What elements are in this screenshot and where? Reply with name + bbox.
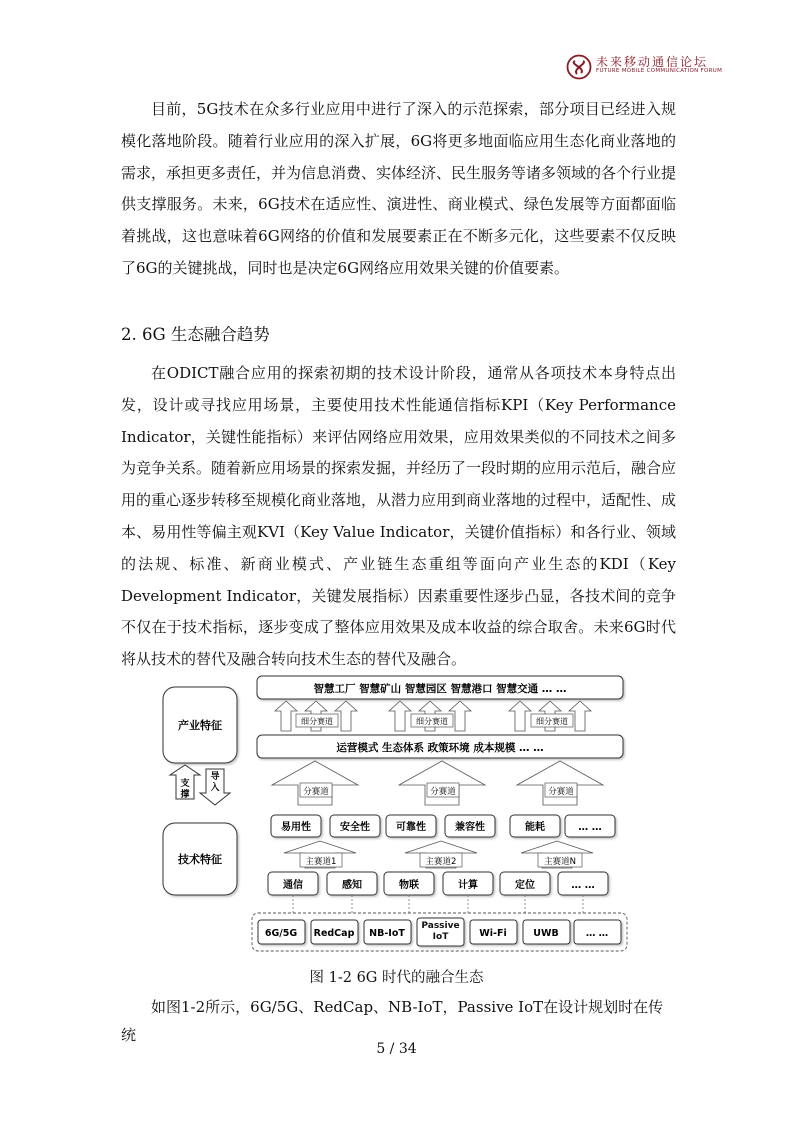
section-heading: 2. 6G 生态融合趋势 bbox=[121, 325, 270, 344]
guide-char-2: 入 bbox=[210, 783, 220, 793]
forum-logo-icon bbox=[566, 54, 592, 80]
tech-item: 6G/5G bbox=[264, 928, 298, 939]
function-item: 定位 bbox=[515, 880, 535, 891]
tech-item: … … bbox=[585, 928, 609, 939]
figure-caption: 图 1-2 6G 时代的融合生态 bbox=[309, 970, 484, 986]
tech-row bbox=[258, 918, 621, 946]
fine-track-label-3: 细分赛道 bbox=[536, 717, 568, 726]
kvi-item: 易用性 bbox=[281, 822, 311, 833]
sub-track-label-3: 分赛道 bbox=[548, 787, 574, 797]
guide-char-1: 导 bbox=[210, 772, 220, 782]
industry-feature-label: 产业特征 bbox=[178, 719, 222, 732]
paragraph-3: 如图1-2所示，6G/5G、RedCap、NB-IoT，Passive IoT在设计规划时在传统 bbox=[121, 998, 664, 1044]
main-track-label: 主赛道N bbox=[544, 857, 576, 867]
kvi-item: … … bbox=[578, 822, 602, 833]
paragraph-2: 在ODICT融合应用的探索初期的技术设计阶段，通常从各项技术本身特点出发，设计或寻找应用场景，主要使用技术性能通信指标KPI（Key Performance Indicator，关键性能指标）来评估网络应用效果，应用效果类似的不同技术之间多为竞争关系。随着新应用场景的探索发掘，并经历了一段时期的应用示范后，融合应用的重心逐步转移至规模化商业落地，从潜力应用到商业落地的过程中，适配性、成本、易用性等偏主观KVI（Key Value Indicator，关键价值指标）和各行业、领域的法规、标准、新商业模式、产业链生态重组等面向产业生态的KDI（Key Development Indicator，关键发展指标）因素重要性逐步凸显，各技术间的竞争不仅在于技术指标，逐步变成了整体应用效果及成本收益的综合取舍。未来6G时代将从技术的替代及融合转向技术生态的替代及融合。 bbox=[121, 364, 677, 669]
paragraph-1: 目前，5G技术在众多行业应用中进行了深入的示范探索，部分项目已经进入规模化落地阶段。随着行业应用的深入扩展，6G将更多地面临应用生态化商业落地的需求，承担更多责任，并为信息消费、实体经济、民生服务等诸多领域的各个行业提供支撑服务。未来，6G技术在适应性、演进性、商业模式、绿色发展等方面都面临着挑战，这也意味着6G网络的价值和发展要素正在不断多元化，这些要素不仅反映了6G的关键挑战，同时也是决定6G网络应用效果关键的价值要素。 bbox=[121, 100, 677, 277]
tech-item: Passive IoT bbox=[421, 921, 460, 942]
function-item: … … bbox=[571, 880, 595, 891]
page-number: 5 / 34 bbox=[376, 1041, 417, 1057]
function-row bbox=[268, 872, 608, 895]
kvi-item: 可靠性 bbox=[396, 822, 426, 833]
support-char-1: 支 bbox=[180, 779, 190, 789]
fine-track-label-2: 细分赛道 bbox=[416, 717, 448, 726]
function-item: 感知 bbox=[342, 880, 362, 891]
support-char-2: 撑 bbox=[180, 790, 190, 800]
kvi-item: 能耗 bbox=[525, 822, 545, 833]
passive-iot-wrap bbox=[417, 918, 464, 946]
connector-lines bbox=[293, 895, 583, 913]
sub-track-label-2: 分赛道 bbox=[430, 787, 456, 797]
forum-logo bbox=[566, 52, 723, 82]
function-item: 物联 bbox=[399, 880, 419, 891]
sub-track-label-1: 分赛道 bbox=[303, 787, 329, 797]
fine-track-label-1: 细分赛道 bbox=[301, 717, 333, 726]
logo-chinese-text: 未来移动通信论坛 bbox=[596, 55, 709, 69]
main-track-label: 主赛道2 bbox=[425, 857, 457, 867]
kvi-row bbox=[271, 815, 615, 837]
kvi-item: 安全性 bbox=[340, 822, 370, 833]
function-item: 计算 bbox=[458, 880, 478, 891]
tech-feature-label: 技术特征 bbox=[178, 853, 222, 866]
tech-item: Wi-Fi bbox=[479, 928, 507, 939]
ecosystem-diagram bbox=[160, 673, 630, 958]
tech-item: UWB bbox=[533, 928, 559, 939]
logo-english-text: FUTURE MOBILE COMMUNICATION FORUM bbox=[596, 68, 723, 74]
function-item: 通信 bbox=[283, 880, 303, 891]
operations-text: 运营模式 生态体系 政策环境 成本规模 … … bbox=[336, 742, 544, 754]
tech-item: NB-IoT bbox=[369, 928, 405, 939]
kvi-item: 兼容性 bbox=[455, 822, 485, 833]
tech-item: RedCap bbox=[313, 928, 355, 939]
smart-app-text: 智慧工厂 智慧矿山 智慧园区 智慧港口 智慧交通 … … bbox=[313, 683, 567, 695]
main-track-label: 主赛道1 bbox=[305, 857, 337, 867]
